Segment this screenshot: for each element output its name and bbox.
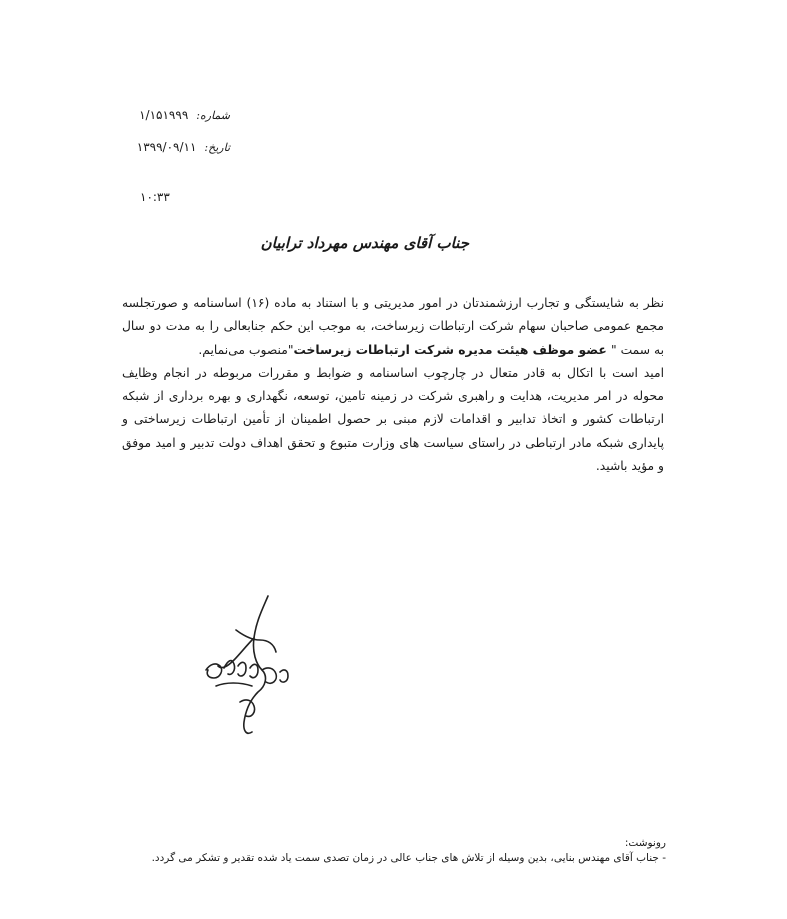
cc-footer xyxy=(122,836,666,866)
letter-number-row xyxy=(120,108,230,122)
appointment-title: عضو موظف هیئت مدیره شرکت ارتباطات زیرساخت xyxy=(293,342,612,357)
letter-number-value: ۱/۱۵۱۹۹۹ xyxy=(139,108,189,122)
body-paragraph-1 xyxy=(122,292,664,362)
letter-date-label: تاریخ: xyxy=(204,141,230,154)
letter-body xyxy=(122,292,664,478)
letter-number-label: شماره: xyxy=(196,109,230,122)
cc-text: - جناب آقای مهندس بنایی، بدین وسیله از تلاش های جناب عالی در زمان تصدی سمت یاد شده تقدیر و تشکر می گردد. xyxy=(151,852,666,864)
salutation: جناب آقای مهندس مهرداد ترابیان xyxy=(260,234,469,252)
body-paragraph-1-start: نظر به شایستگی و تجارب ارزشمندتان در امور مدیریتی و با استناد به ماده (۱۶) اساسنامه و صورتجلسه مجمع عمومی صاحبان سهام شرکت ارتباطات زیرساخت، به موجب این حکم جنابعالی را به مدت دو سال به سمت " xyxy=(122,296,664,357)
signature-drawing xyxy=(196,590,306,740)
body-paragraph-2: امید است با اتکال به قادر متعال در چارچوب اساسنامه و ضوابط و مقررات مربوطه در انجام وظایف محوله در امر مدیریت، هدایت و راهبری شرکت در زمینه تامین، توسعه، نگهداری و بهره برداری از شبکه ارتباطات کشور و اتخاذ تدابیر و اقدامات لازم مبنی بر حصول اطمینان از تأمین ارتباطات زیرساختی و پایداری شبکه مادر ارتباطی در راستای سیاست های وزارت متبوع و تحقق اهداف دولت تدبیر و امید موفق و مؤید باشید. xyxy=(122,365,664,474)
handwritten-signature xyxy=(196,590,306,740)
body-paragraph-1-end: "منصوب می‌نمایم. xyxy=(198,342,294,357)
letter-date-value: ۱۳۹۹/۰۹/۱۱ xyxy=(136,140,197,154)
reference-code: ۱۰:۳۳ xyxy=(140,190,170,204)
cc-heading: رونوشت: xyxy=(624,837,666,849)
letter-date-row xyxy=(120,140,230,154)
